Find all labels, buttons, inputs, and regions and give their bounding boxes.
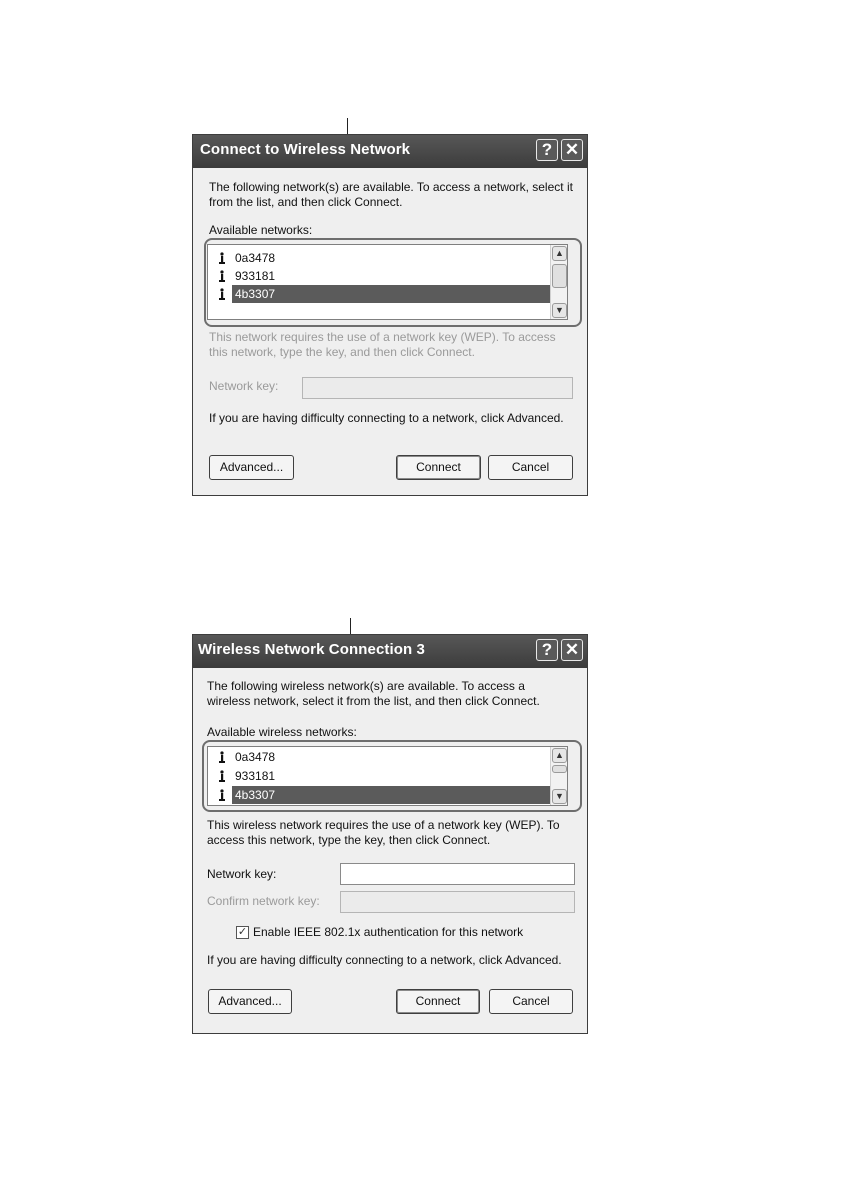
network-key-field[interactable] <box>302 377 573 399</box>
network-list-item[interactable] <box>210 249 550 267</box>
advanced-button[interactable]: Advanced... <box>208 989 292 1014</box>
scroll-down-icon[interactable]: ▼ <box>552 789 567 804</box>
network-list-item-selected[interactable] <box>210 285 550 303</box>
network-antenna-icon <box>216 267 228 285</box>
wireless-network-connection-dialog <box>192 634 588 1034</box>
ieee-8021x-checkbox[interactable]: ✓ <box>237 926 248 938</box>
dialog-title: Wireless Network Connection 3 <box>198 641 425 658</box>
scroll-up-icon[interactable]: ▲ <box>552 748 567 763</box>
connect-button[interactable]: Connect <box>396 455 481 480</box>
network-name: 0a3478 <box>235 251 276 265</box>
title-bar <box>193 635 587 668</box>
scroll-up-icon[interactable]: ▲ <box>552 246 567 261</box>
network-antenna-icon <box>216 786 228 804</box>
network-key-label: Network key: <box>209 379 279 393</box>
network-antenna-icon <box>216 767 228 785</box>
wep-info-text: This network requires the use of a network key (WEP). To access this network, type the key, and then click Connect. <box>209 330 556 359</box>
intro-text: The following network(s) are available. To access a network, select it from the list, and then click Connect. <box>209 180 573 209</box>
network-antenna-icon <box>216 285 228 303</box>
network-list-item[interactable] <box>210 748 550 766</box>
network-list-item[interactable] <box>210 267 550 285</box>
advanced-button[interactable]: Advanced... <box>209 455 294 480</box>
network-list[interactable] <box>207 746 568 806</box>
scroll-thumb[interactable] <box>552 264 567 288</box>
available-networks-label: Available networks: <box>209 223 313 237</box>
cancel-button[interactable]: Cancel <box>489 989 573 1014</box>
scroll-down-icon[interactable]: ▼ <box>552 303 567 318</box>
close-button[interactable]: ✕ <box>561 139 583 161</box>
close-button[interactable]: ✕ <box>561 639 583 661</box>
network-antenna-icon <box>216 748 228 766</box>
network-key-label: Network key: <box>207 867 277 881</box>
wep-info-text: This wireless network requires the use of a network key (WEP). To access this network, type the key, then click Connect. <box>207 818 560 847</box>
network-name: 4b3307 <box>232 285 550 303</box>
network-name: 933181 <box>235 269 276 283</box>
network-antenna-icon <box>216 249 228 267</box>
ieee-8021x-label: Enable IEEE 802.1x authentication for this network <box>253 925 524 939</box>
help-button[interactable]: ? <box>536 639 558 661</box>
advanced-hint-text: If you are having difficulty connecting to a network, click Advanced. <box>207 953 562 967</box>
confirm-network-key-field[interactable] <box>340 891 575 913</box>
network-name: 0a3478 <box>235 750 276 764</box>
title-bar <box>193 135 587 168</box>
connect-to-wireless-network-dialog <box>192 134 588 496</box>
network-list-item-selected[interactable] <box>210 786 550 804</box>
dialog-title: Connect to Wireless Network <box>200 141 411 158</box>
confirm-network-key-label: Confirm network key: <box>207 894 320 908</box>
cancel-button[interactable]: Cancel <box>488 455 573 480</box>
network-key-field[interactable] <box>340 863 575 885</box>
network-name: 933181 <box>235 769 276 783</box>
network-name: 4b3307 <box>232 786 550 804</box>
advanced-hint-text: If you are having difficulty connecting to a network, click Advanced. <box>209 411 564 425</box>
scroll-thumb[interactable] <box>552 765 567 773</box>
help-button[interactable]: ? <box>536 139 558 161</box>
network-list-scrollbar[interactable] <box>550 747 567 805</box>
network-list[interactable] <box>207 244 568 320</box>
intro-text: The following wireless network(s) are available. To access a wireless network, select it from the list, and then click Connect. <box>207 679 540 708</box>
network-list-item[interactable] <box>210 767 550 785</box>
connect-button[interactable]: Connect <box>396 989 480 1014</box>
available-networks-label: Available wireless networks: <box>207 725 357 739</box>
network-list-scrollbar[interactable] <box>550 245 567 319</box>
